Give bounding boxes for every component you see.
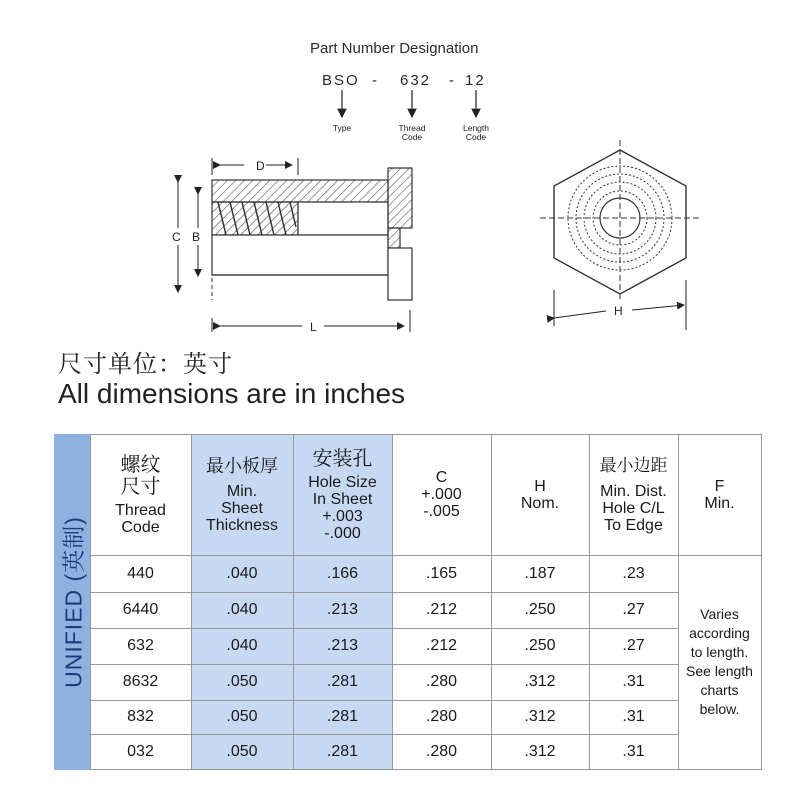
dim-d-label: D [256,159,265,173]
cell-dist: .27 [622,637,645,654]
cell-c: .165 [425,564,458,582]
cell-thread: 832 [127,708,154,725]
cell-dist: .23 [622,564,645,582]
cell-thread: 632 [127,637,154,654]
unified-side-label: UNIFIED (英制) [54,434,90,770]
cell-c: .212 [425,601,458,618]
part-thread: 632 [400,72,432,89]
cell-h: .312 [524,742,556,760]
designation-title: Part Number Designation [310,40,479,57]
header-hole-size: 安装孔 Hole Size In Sheet +.003 -.000 [308,447,377,542]
header-c: C +.000 -.005 [421,469,462,520]
cell-h: .250 [524,601,556,618]
dim-c-label: C [172,230,181,244]
cell-thread: 440 [127,564,154,582]
cell-thread: 6440 [122,601,159,618]
side-view [212,168,412,300]
cell-hole: .281 [326,673,359,690]
cell-h: .250 [524,637,556,654]
part-separator: - [372,72,379,89]
cell-dist: .27 [622,601,645,618]
cell-hole: .281 [326,742,359,760]
cell-c: .280 [425,742,458,760]
cell-thread: 8632 [122,673,159,690]
thread-code-label: Thread Code [398,123,426,142]
units-note-english: All dimensions are in inches [58,378,406,409]
cell-min-sheet: .050 [226,742,258,760]
cell-min-sheet: .050 [226,673,258,690]
cell-c: .280 [425,708,458,725]
cell-hole: .213 [326,637,359,654]
cell-dist: .31 [622,708,645,725]
technical-drawing [0,0,800,340]
cell-hole: .281 [326,708,359,725]
spec-table [54,434,762,770]
dim-b-label: B [192,230,201,244]
type-code-label: Type [332,123,352,133]
cell-h: .187 [524,564,556,582]
cell-h: .312 [524,708,556,725]
header-thread-code: 螺纹 尺寸 Thread Code [115,453,166,536]
f-note: Varies according to length. See length charts below. [686,606,753,717]
dim-l-label: L [310,320,317,334]
cell-min-sheet: .040 [226,601,258,618]
cell-hole: .166 [326,564,359,582]
length-code-label: Length Code [463,123,489,142]
part-type: BSO [322,72,360,89]
units-note-chinese: 尺寸单位：英寸 [58,351,233,378]
header-h: H Nom. [520,477,560,512]
cell-min-sheet: .050 [226,708,258,725]
hex-view [540,140,700,300]
header-f: F Min. [704,477,735,512]
cell-h: .312 [524,673,556,690]
part-separator: - [449,72,456,89]
cell-c: .280 [425,673,458,690]
designation-arrows [342,90,476,117]
cell-dist: .31 [622,673,645,690]
cell-c: .212 [425,637,458,654]
cell-hole: .213 [326,601,359,618]
dim-h-label: H [614,304,623,318]
cell-dist: .31 [622,742,645,760]
part-length: 12 [465,72,486,89]
cell-min-sheet: .040 [226,564,258,582]
header-min-dist: 最小边距 Min. Dist. Hole C/L To Edge [599,456,668,534]
cell-min-sheet: .040 [226,637,258,654]
cell-thread: 032 [127,742,154,760]
header-min-sheet-thickness: 最小板厚 Min. Sheet Thickness [205,456,279,534]
